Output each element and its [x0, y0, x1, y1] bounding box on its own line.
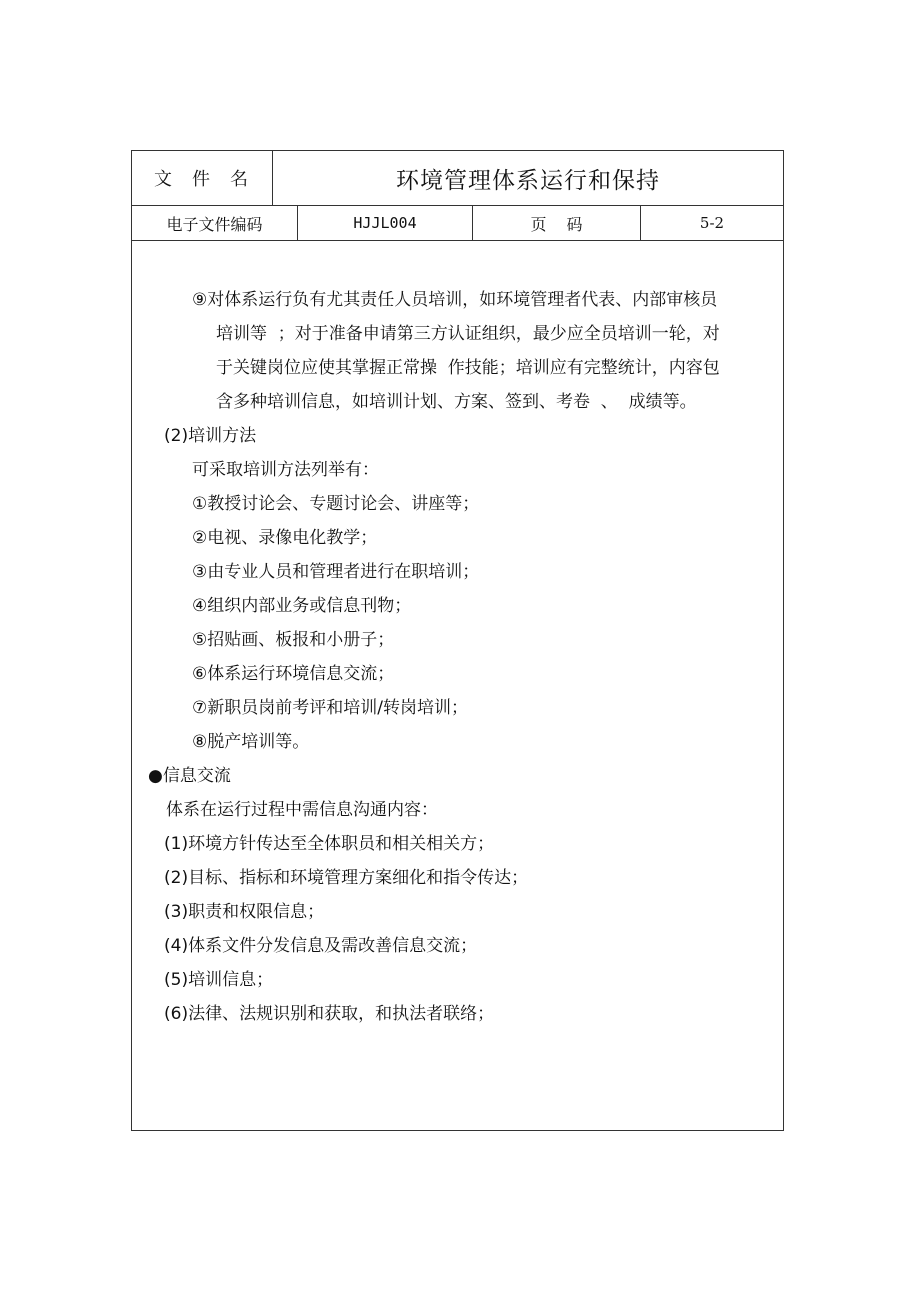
document-frame — [131, 150, 784, 1131]
list-item: ②电视、录像电化教学； — [192, 528, 378, 548]
info-exchange-intro: 体系在运行过程中需信息沟通内容： — [166, 800, 438, 820]
list-item: ⑥体系运行环境信息交流； — [192, 664, 395, 684]
list-item: ①教授讨论会、专题讨论会、讲座等； — [192, 494, 480, 514]
list-item: ⑦新职员岗前考评和培训/转岗培训； — [192, 698, 468, 718]
list-item: (3)职责和权限信息； — [164, 902, 325, 922]
header-row-meta — [132, 206, 783, 241]
page-label: 页码 — [473, 206, 641, 240]
list-item: (2)目标、指标和环境管理方案细化和指令传达； — [164, 868, 529, 888]
file-code-label: 电子文件编码 — [132, 206, 298, 240]
list-item: (5)培训信息； — [164, 970, 274, 990]
list-item: (6)法律、法规识别和获取，和执法者联络； — [164, 1004, 495, 1024]
item9-line-1: ⑨对体系运行负有尤其责任人员培训，如环境管理者代表、内部审核员 — [192, 290, 718, 310]
header-row-title — [132, 151, 783, 206]
list-item: (4)体系文件分发信息及需改善信息交流； — [164, 936, 478, 956]
training-method-intro: 可采取培训方法列举有： — [192, 460, 379, 480]
page-value: 5-2 — [699, 214, 725, 232]
info-exchange-heading: ●信息交流 — [148, 766, 231, 786]
document-body — [132, 241, 783, 1130]
document-title: 环境管理体系运行和保持 — [396, 167, 660, 194]
list-item: (1)环境方针传达至全体职员和相关相关方； — [164, 834, 495, 854]
item9-line-4: 含多种培训信息，如培训计划、方案、签到、考卷 、 成绩等。 — [216, 392, 697, 412]
file-name-label: 文件名 — [132, 151, 273, 205]
list-item: ⑤招贴画、板报和小册子； — [192, 630, 395, 650]
list-item: ⑧脱产培训等。 — [192, 732, 310, 752]
file-code-value: HJJL004 — [298, 206, 473, 240]
training-method-heading: (2)培训方法 — [164, 426, 257, 446]
list-item: ③由专业人员和管理者进行在职培训； — [192, 562, 480, 582]
item9-line-2: 培训等 ；对于准备申请第三方认证组织，最少应全员培训一轮，对 — [216, 324, 720, 344]
list-item: ④组织内部业务或信息刊物； — [192, 596, 412, 616]
item9-line-3: 于关键岗位应使其掌握正常操 作技能；培训应有完整统计，内容包 — [216, 358, 720, 378]
